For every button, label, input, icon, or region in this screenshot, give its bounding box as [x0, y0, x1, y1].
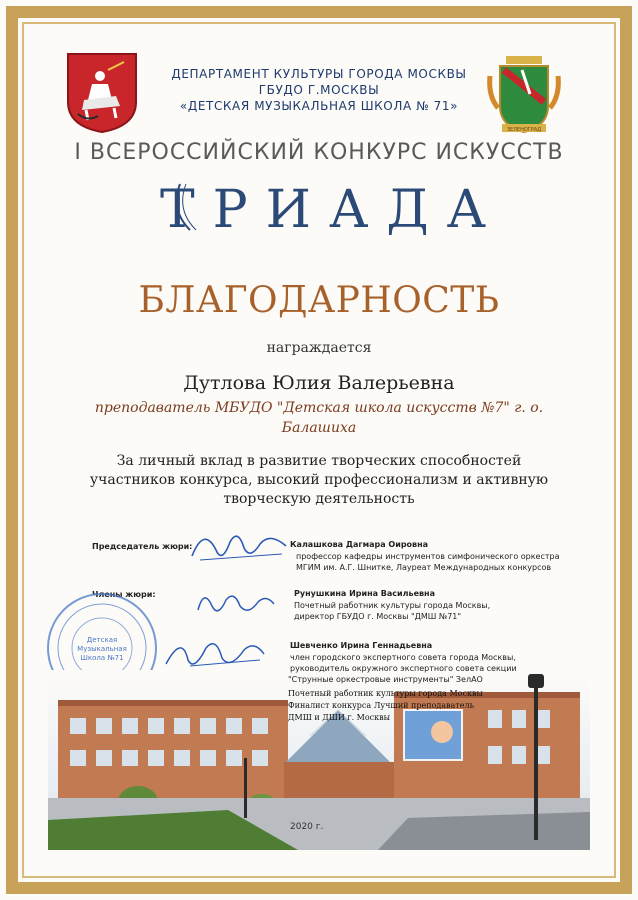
jury-member2-desc-2: руководитель окружного экспертного совета секции [290, 664, 517, 673]
jury-extra-line-3: ДМШ и ДШИ г. Москвы [288, 713, 391, 722]
jury-extra-line-1: Почетный работник культуры города Москвы [288, 689, 483, 698]
moscow-coat-of-arms-icon [64, 50, 140, 134]
jury-member2-name: Шевченко Ирина Геннадьевна [290, 641, 433, 650]
jury-chair-label: Председатель жюри: [92, 542, 193, 551]
brand-title: ТРИАДА [160, 180, 505, 240]
department-line-1: ДЕПАРТАМЕНТ КУЛЬТУРЫ ГОРОДА МОСКВЫ [171, 67, 467, 81]
jury-extra-line-2: Финалист конкурса Лучший преподаватель [288, 701, 474, 710]
zelenograd-coat-of-arms-icon [486, 46, 562, 136]
jury-members-label: Члены жюри: [92, 590, 156, 599]
stamp-line-3: Школа №71 [80, 654, 124, 662]
recipient-position: преподаватель МБУДО "Детская школа искусств №7" г. о. Балашиха [94, 400, 544, 436]
jury-member2-desc-3: "Струнные оркестровые инструменты" ЗелАО [288, 675, 483, 684]
department-line-2: ГБУДО Г.МОСКВЫ [258, 83, 380, 97]
jury-chair-desc-1: профессор кафедры инструментов симфонического оркестра [296, 552, 560, 561]
contest-title: I ВСЕРОССИЙСКИЙ КОНКУРС ИСКУССТВ [74, 140, 564, 165]
signature-member-1 [192, 584, 278, 622]
jury-member1-desc-2: директор ГБУДО г. Москвы "ДМШ №71" [294, 612, 462, 621]
jury-member1-name: Рунушкина Ирина Васильевна [294, 589, 435, 598]
award-title: БЛАГОДАРНОСТЬ [138, 280, 500, 321]
recipient-name: Дутлова Юлия Валерьевна [183, 372, 455, 394]
crest-right-text: ЗЕЛЕНОГРАД [506, 127, 542, 133]
award-reason: За личный вклад в развитие творческих способностей участников конкурса, высокий профессионализм и активную творческую деятельность [89, 453, 549, 507]
signature-chair [186, 520, 296, 570]
jury-chair-name: Калашкова Дагмара Оировна [290, 540, 429, 549]
jury-member2-desc-1: член городского экспертного совета города Москвы, [290, 653, 516, 662]
jury-chair-desc-2: МГИМ им. А.Г. Шнитке, Лауреат Международных конкурсов [296, 563, 552, 572]
stamp-line-2: Музыкальная [77, 645, 127, 653]
certificate-year: 2020 г. [290, 822, 324, 832]
jury-member1-desc-1: Почетный работник культуры города Москвы, [294, 601, 491, 610]
stamp-line-1: Детская [86, 636, 118, 644]
awarded-label: награждается [266, 340, 372, 356]
department-line-3: «ДЕТСКАЯ МУЗЫКАЛЬНАЯ ШКОЛА № 71» [179, 99, 459, 113]
